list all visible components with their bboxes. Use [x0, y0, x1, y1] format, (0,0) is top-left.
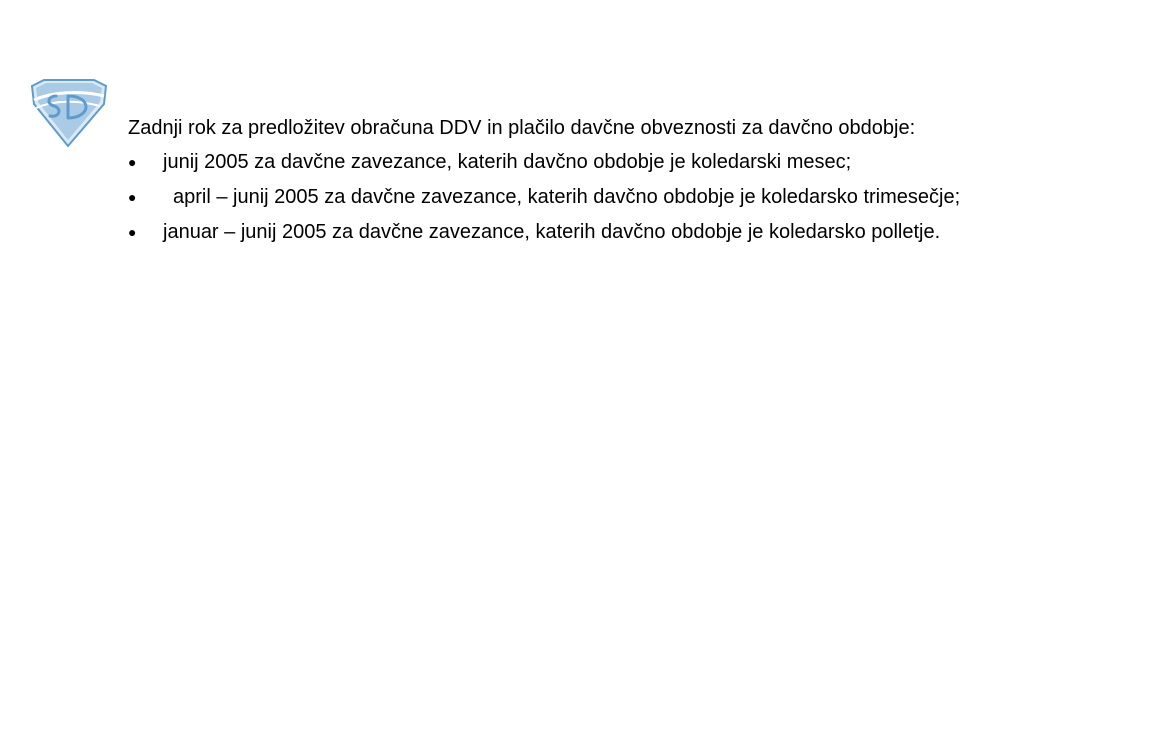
list-item — [128, 148, 1073, 176]
list-item-text: junij 2005 za davčne zavezance, katerih davčno obdobje je koledarski mesec; — [163, 151, 852, 173]
bullet-icon: ● — [128, 189, 137, 205]
sd-shield-logo-icon — [26, 78, 112, 150]
list-item-text: april – junij 2005 za davčne zavezance, katerih davčno obdobje je koledarsko trimesečje; — [173, 186, 961, 208]
list-item — [128, 183, 1073, 211]
bullet-icon: ● — [128, 154, 137, 170]
list-item — [128, 218, 1073, 246]
deadline-list — [128, 148, 1073, 246]
intro-paragraph: Zadnji rok za predložitev obračuna DDV in plačilo davčne obveznosti za davčno obdobje: — [128, 117, 916, 139]
list-item-text: januar – junij 2005 za davčne zavezance, katerih davčno obdobje je koledarsko polletje. — [163, 221, 941, 243]
bullet-icon: ● — [128, 224, 137, 240]
document-body — [128, 114, 1073, 253]
